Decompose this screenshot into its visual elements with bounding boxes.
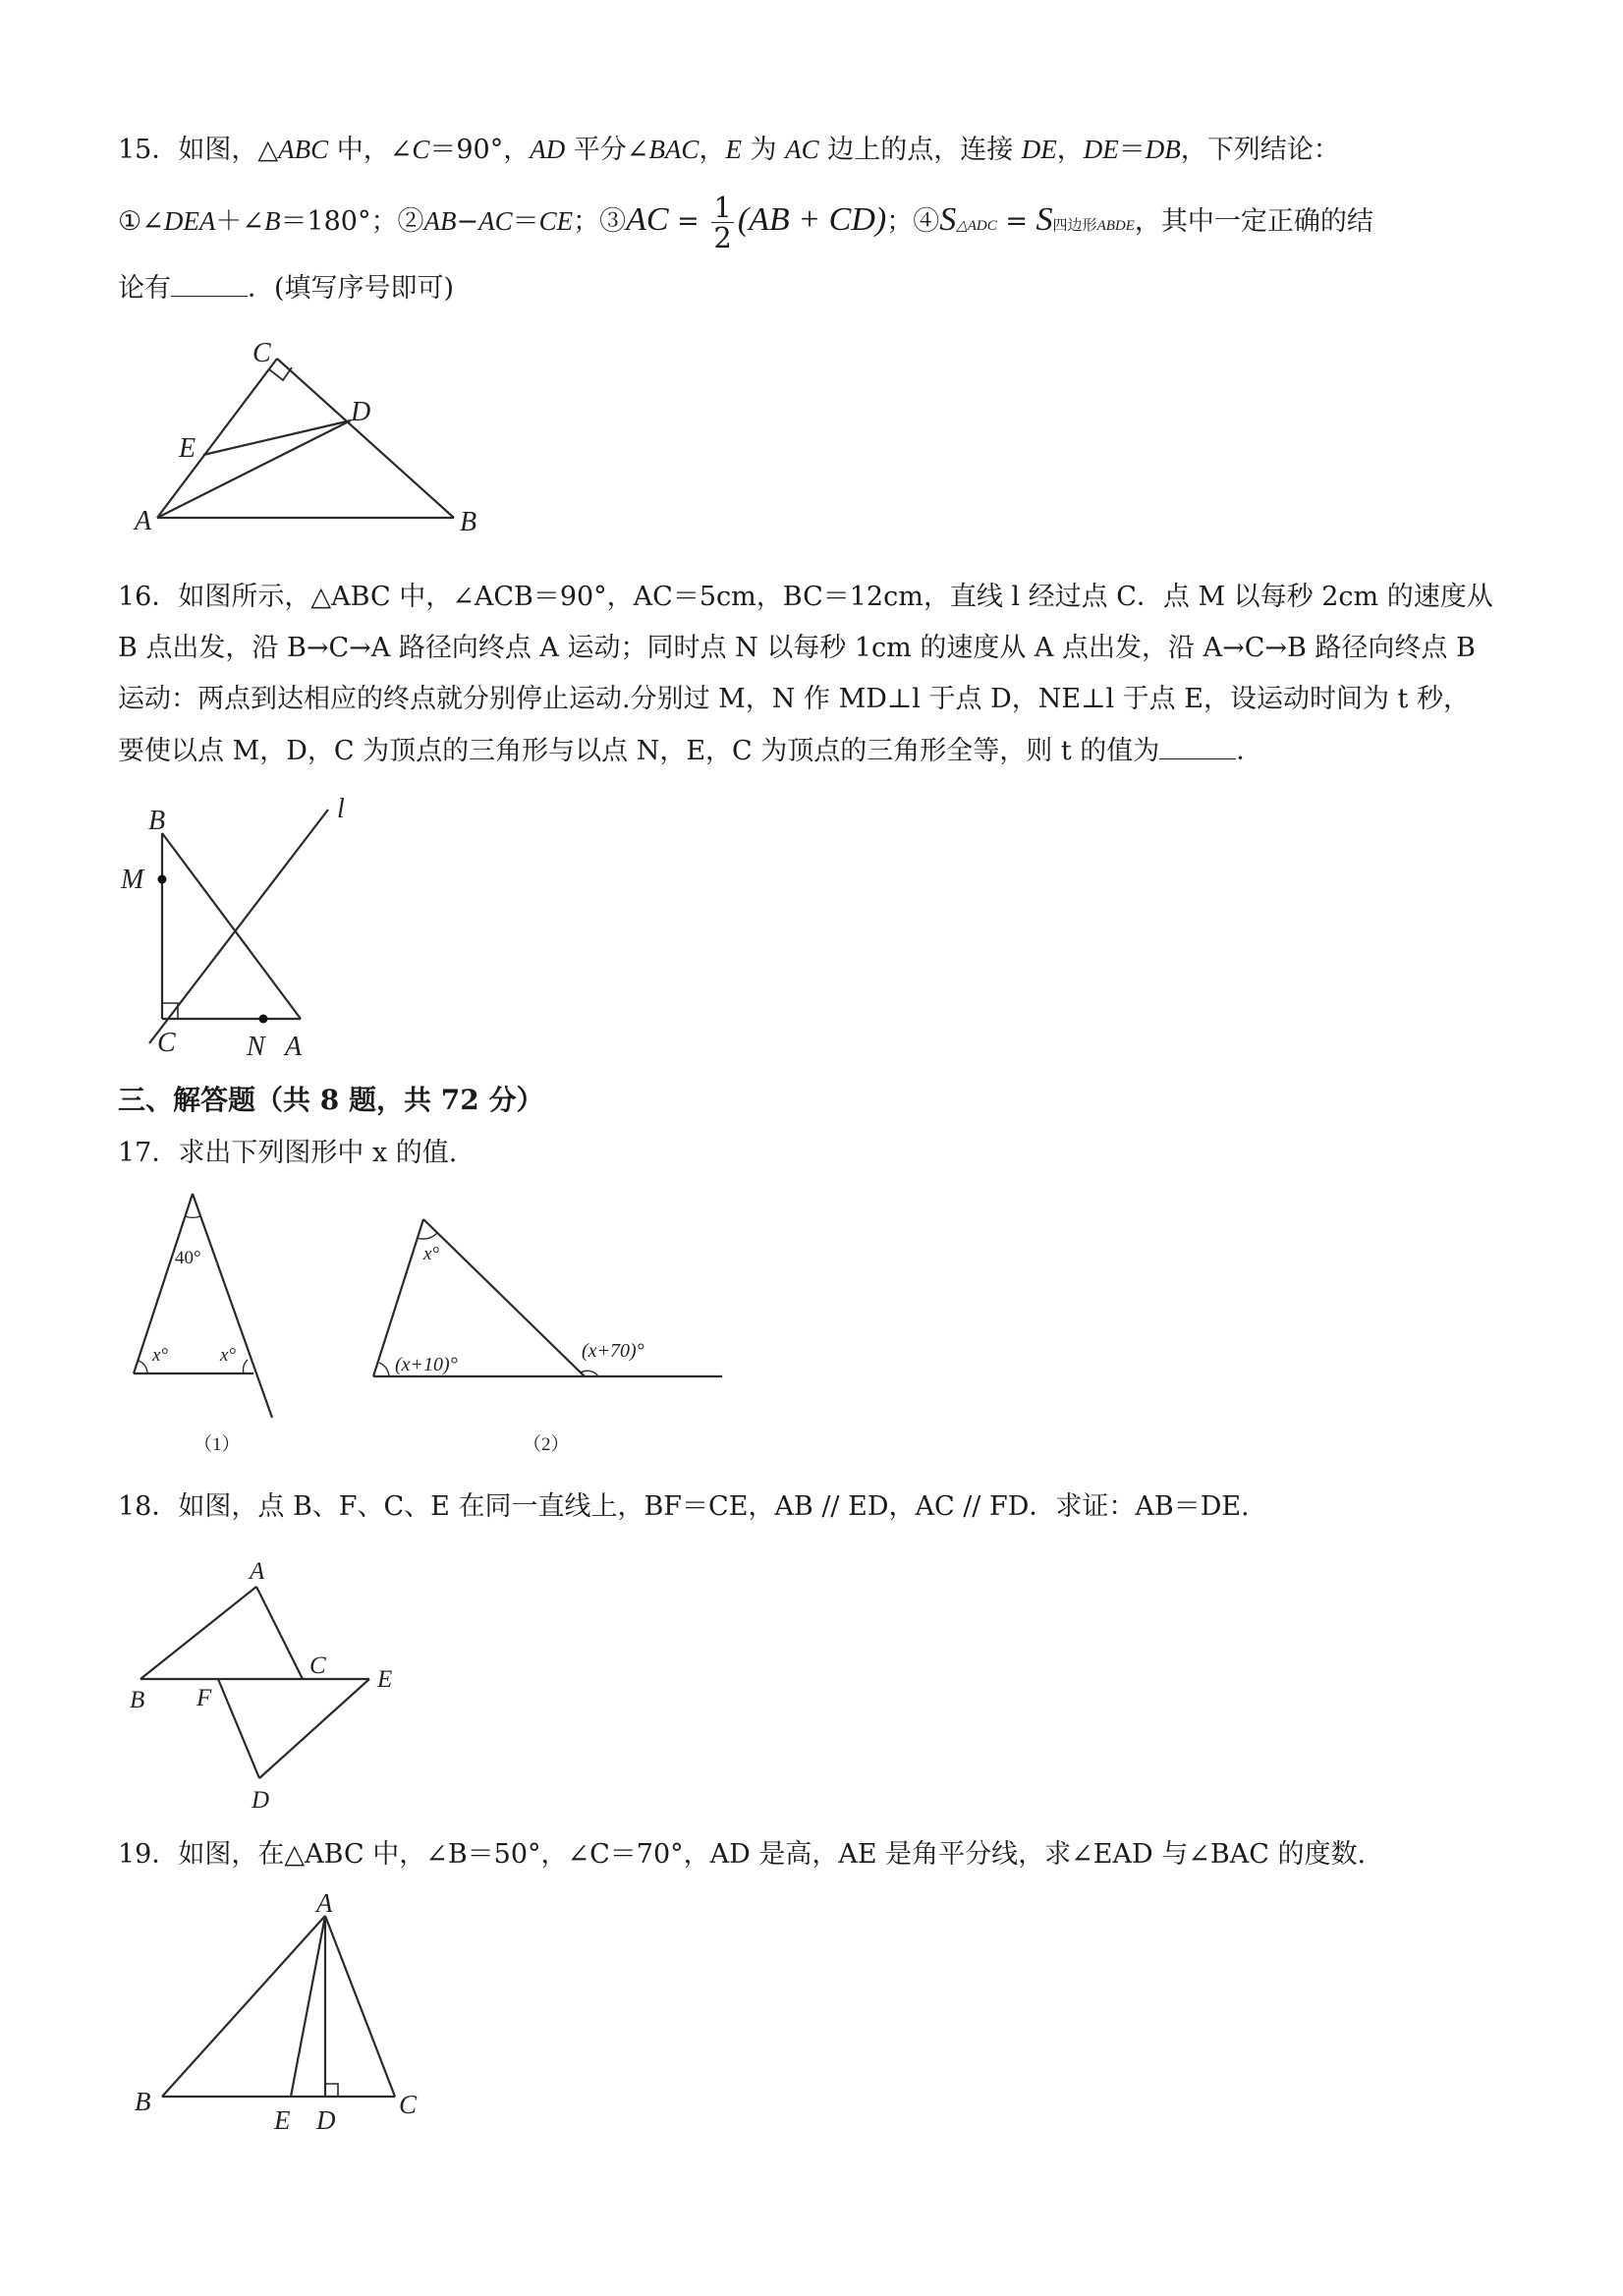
point-m-dot xyxy=(158,875,167,884)
one-half-fraction: $\frac{1}{2}$ xyxy=(713,191,732,254)
label-e: E xyxy=(274,2105,291,2135)
label-n: N xyxy=(247,1032,265,1062)
figure-caption-1: （1） xyxy=(194,1434,241,1455)
angle-label-x: x° xyxy=(220,1345,237,1366)
angle-label-x: x° xyxy=(152,1345,169,1366)
label-b: B xyxy=(148,806,166,836)
label-c: C xyxy=(252,338,271,368)
q16-line4: 要使以点 M，D，C 为顶点的三角形与以点 N，E，C 为顶点的三角形全等，则 t 的值为 ． xyxy=(118,733,1262,769)
label-m: M xyxy=(121,865,144,895)
figure-q19 xyxy=(162,1916,395,2097)
label-a: A xyxy=(135,506,152,536)
label-d: D xyxy=(351,397,371,427)
label-b: B xyxy=(130,1687,145,1713)
label-d: D xyxy=(316,2105,336,2135)
q15-line1: 15．如图，△ABC 中，∠C＝90°，AD 平分∠BAC，E 为 AC 边上的点，连接 DE，DE＝DB，下列结论： xyxy=(118,135,1340,165)
figure-q15-triangle xyxy=(157,359,454,518)
figure-q16-triangle xyxy=(149,810,328,1043)
q15-line2: ①∠DEA＋∠B＝180°；②AB−AC＝CE；③AC = $\frac{1}{2}$ (AB + CD)；④S△ADC = S四边形ABDE，其中一定正确的结 xyxy=(118,191,1373,254)
label-d: D xyxy=(252,1787,270,1814)
label-a: A xyxy=(250,1558,265,1585)
q15-line3: 论有 ．(填写序号即可) xyxy=(118,270,454,307)
figure-q17-2 xyxy=(373,1219,722,1376)
point-n-dot xyxy=(259,1015,268,1024)
q16-line1: 16．如图所示，△ABC 中，∠ACB＝90°，AC＝5cm，BC＝12cm，直线 l 经过点 C．点 M 以每秒 2cm 的速度从 xyxy=(118,582,1493,612)
label-f: F xyxy=(196,1685,212,1711)
angle-label-x-plus-10: (x+10)° xyxy=(395,1354,458,1375)
q17-line1: 17．求出下列图形中 x 的值. xyxy=(118,1138,458,1168)
label-a: A xyxy=(316,1888,333,1918)
label-b: B xyxy=(460,507,477,537)
figure-q18 xyxy=(140,1587,369,1778)
angle-label-40: 40° xyxy=(175,1248,201,1268)
q19-line1: 19．如图，在△ABC 中，∠B＝50°，∠C＝70°，AD 是高，AE 是角平分线，求∠EAD 与∠BAC 的度数. xyxy=(118,1839,1367,1870)
label-l: l xyxy=(337,794,345,824)
label-c: C xyxy=(399,2090,418,2119)
q16-line2: B 点出发，沿 B→C→A 路径向终点 A 运动；同时点 N 以每秒 1cm 的速度从 A 点出发，沿 A→C→B 路径向终点 B xyxy=(118,633,1476,663)
label-c: C xyxy=(157,1028,176,1058)
figure-q17-1 xyxy=(134,1194,272,1418)
section-heading: 三、解答题（共 8 题，共 72 分） xyxy=(118,1084,544,1116)
label-e: E xyxy=(377,1666,393,1693)
label-c: C xyxy=(309,1652,326,1679)
angle-label-x-plus-70: (x+70)° xyxy=(582,1340,644,1362)
angle-label-x: x° xyxy=(423,1244,440,1264)
label-a: A xyxy=(285,1032,303,1062)
q18-line1: 18．如图，点 B、F、C、E 在同一直线上，BF＝CE，AB // ED，AC // FD．求证：AB＝DE. xyxy=(118,1491,1250,1522)
label-b: B xyxy=(135,2087,151,2116)
figure-caption-2: （2） xyxy=(523,1434,570,1455)
label-e: E xyxy=(179,433,196,464)
q16-line3: 运动：两点到达相应的终点就分别停止运动.分别过 M，N 作 MD⊥l 于点 D，NE⊥l 于点 E，设运动时间为 t 秒， xyxy=(118,684,1470,714)
